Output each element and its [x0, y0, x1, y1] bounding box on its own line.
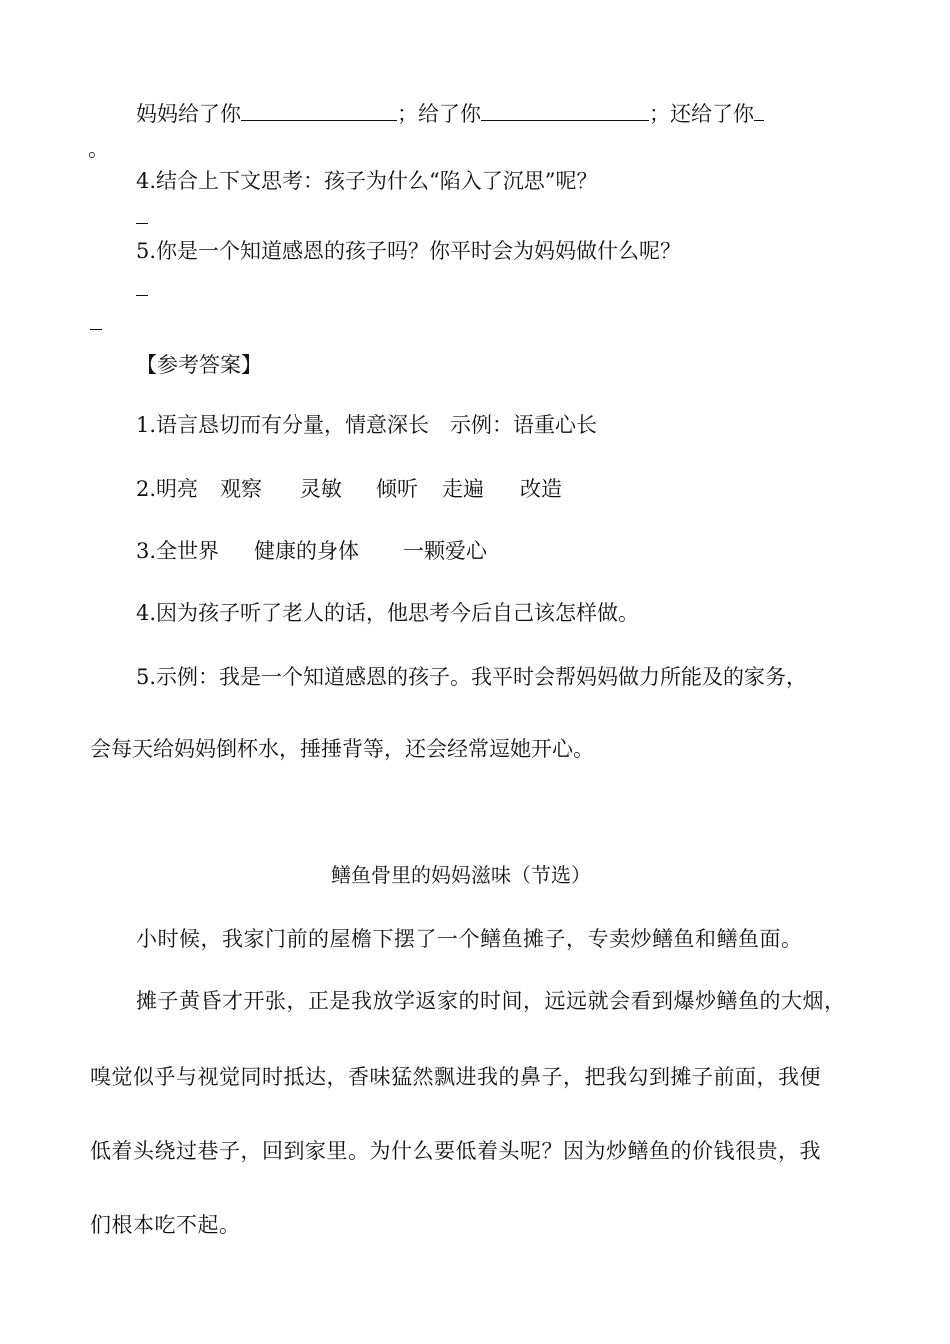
answer-3-item: 一颗爱心 [403, 539, 488, 563]
answer-5-line-2: 会每天给妈妈倒杯水，捶捶背等，还会经常逗她开心。 [90, 737, 594, 761]
answer-3-num: 3. [136, 539, 157, 563]
answer-2-item: 改造 [520, 477, 563, 501]
answer-5-line-1: 5.示例：我是一个知道感恩的孩子。我平时会帮妈妈做力所能及的家务， [136, 665, 808, 689]
passage-paragraph-2-line-1: 摊子黄昏才开张，正是我放学返家的时间，远远就会看到爆炒鳝鱼的大烟， [136, 989, 846, 1013]
answer-2-item: 灵敏 [300, 477, 343, 501]
q3-blank-3[interactable] [754, 100, 764, 121]
q5-answer-blank-1[interactable] [136, 294, 148, 296]
q5-text: 5.你是一个知道感恩的孩子吗？你平时会为妈妈做什么呢？ [136, 239, 682, 263]
q5-answer-blank-2[interactable] [90, 328, 102, 330]
q3-part3: ；还给了你 [649, 102, 754, 126]
q3-fill-line [136, 100, 764, 127]
answer-3-item: 全世界 [156, 539, 220, 563]
answer-2-item: 走遍 [442, 477, 485, 501]
answer-4: 4.因为孩子听了老人的话，他思考今后自己该怎样做。 [136, 601, 640, 625]
q3-part2: ；给了你 [397, 102, 481, 126]
q4-answer-blank[interactable] [136, 222, 148, 224]
q3-part1: 妈妈给了你 [136, 102, 241, 126]
answers-heading: 【参考答案】 [136, 353, 262, 377]
answer-2 [136, 476, 562, 502]
answer-2-num: 2. [136, 477, 157, 501]
answer-2-item: 明亮 [156, 477, 199, 501]
passage-title: 鳝鱼骨里的妈妈滋味（节选） [331, 863, 591, 887]
answer-3-item: 健康的身体 [254, 539, 360, 563]
passage-paragraph-2-line-3: 低着头绕过巷子，回到家里。为什么要低着头呢？因为炒鳝鱼的价钱很贵，我 [90, 1139, 821, 1163]
q4-text: 4.结合上下文思考：孩子为什么“陷入了沉思”呢？ [136, 169, 598, 193]
passage-paragraph-2-line-2: 嗅觉似乎与视觉同时抵达，香味猛然飘进我的鼻子，把我勾到摊子前面，我便 [90, 1065, 821, 1089]
answer-3 [136, 538, 487, 564]
q3-blank-1[interactable] [241, 100, 397, 121]
passage-paragraph-2-line-4: 们根本吃不起。 [90, 1213, 241, 1237]
answer-1: 1.语言恳切而有分量，情意深长 示例：语重心长 [136, 413, 598, 437]
answer-2-item: 倾听 [376, 477, 419, 501]
q3-end-mark: 。 [88, 137, 109, 161]
answer-2-item: 观察 [220, 477, 263, 501]
passage-paragraph-1: 小时候，我家门前的屋檐下摆了一个鳝鱼摊子，专卖炒鳝鱼和鳝鱼面。 [136, 927, 803, 951]
q3-blank-2[interactable] [481, 100, 649, 121]
